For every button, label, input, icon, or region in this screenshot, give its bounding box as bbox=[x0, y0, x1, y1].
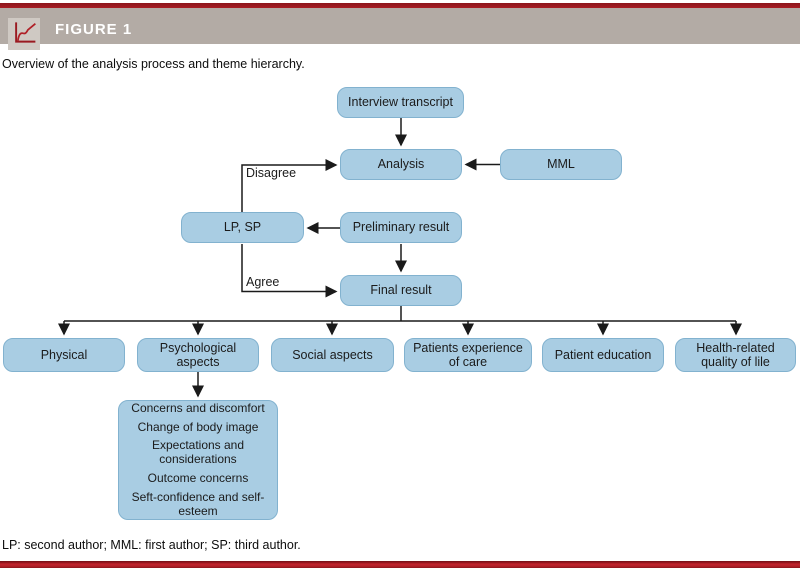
node-theme-patient-education: Patient education bbox=[542, 338, 664, 372]
node-theme-patients-experience: Patients experience of care bbox=[404, 338, 532, 372]
figure-caption: Overview of the analysis process and theme hierarchy. bbox=[2, 57, 305, 71]
node-subthemes-list bbox=[118, 400, 278, 520]
node-final-result: Final result bbox=[340, 275, 462, 306]
edge-label-disagree: Disagree bbox=[246, 166, 297, 180]
node-theme-psychological-aspects: Psychological aspects bbox=[137, 338, 259, 372]
node-interview-transcript: Interview transcript bbox=[337, 87, 464, 118]
node-theme-health-related-quality: Health-related quality of lile bbox=[675, 338, 796, 372]
node-preliminary-result: Preliminary result bbox=[340, 212, 462, 243]
node-lp-sp: LP, SP bbox=[181, 212, 304, 243]
figure-title: FIGURE 1 bbox=[55, 21, 133, 38]
subtheme-item: Concerns and discomfort bbox=[131, 400, 265, 415]
figure-footnote: LP: second author; MML: first author; SP: third author. bbox=[2, 538, 301, 552]
subtheme-item: Expectations and considerations bbox=[151, 438, 245, 467]
node-theme-physical: Physical bbox=[3, 338, 125, 372]
subtheme-item: Change of body image bbox=[137, 419, 259, 434]
node-analysis: Analysis bbox=[340, 149, 462, 180]
subtheme-item: Seft-confidence and self-esteem bbox=[131, 489, 265, 518]
node-mml: MML bbox=[500, 149, 622, 180]
edge-label-agree: Agree bbox=[246, 275, 280, 289]
node-theme-social-aspects: Social aspects bbox=[271, 338, 394, 372]
subtheme-item: Outcome concerns bbox=[147, 470, 249, 485]
